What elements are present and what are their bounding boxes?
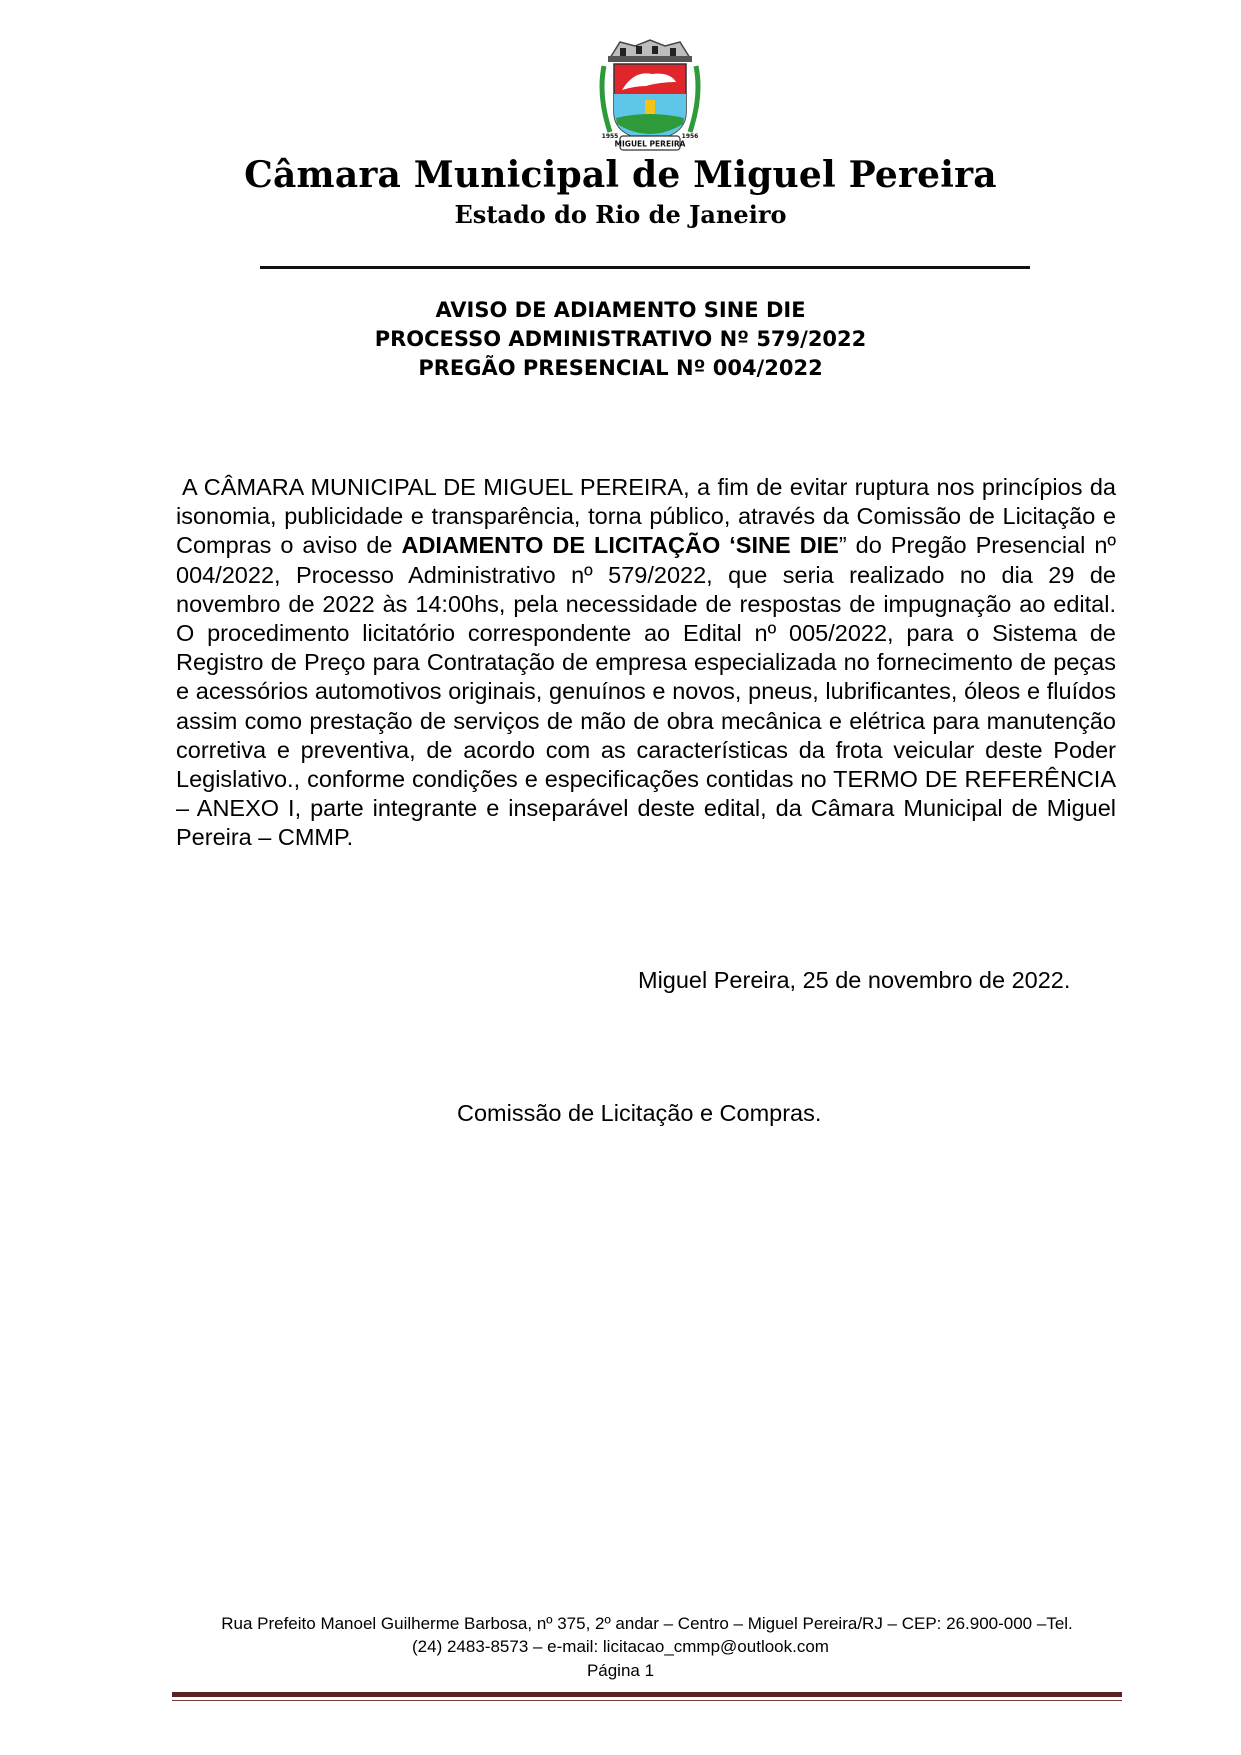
notice-heading [0,296,1241,383]
crest-label: MIGUEL PEREIRA [614,139,686,149]
page-number: Página 1 [586,1661,655,1680]
signature: Comissão de Licitação e Compras. [457,1100,822,1126]
notice-heading-line: PREGÃO PRESENCIAL Nº 004/2022 [418,356,823,380]
coat-of-arms-icon [590,36,710,154]
footer-contact: (24) 2483-8573 – e-mail: licitacao_cmmp@outlook.com [412,1637,829,1656]
crest-year-left: 1955 [601,133,619,140]
notice-heading-line: AVISO DE ADIAMENTO SINE DIE [435,298,806,322]
footer-divider [172,1692,1122,1697]
crest-year-right: 1956 [681,133,699,140]
notice-body [176,473,1116,853]
institution-subtitle: Estado do Rio de Janeiro [454,200,787,229]
institution-title: Câmara Municipal de Miguel Pereira [244,154,997,196]
footer-address: Rua Prefeito Manoel Guilherme Barbosa, nº 375, 2º andar – Centro – Miguel Pereira/RJ – CEP: 26.900-000 –Tel. [221,1614,1073,1633]
header-divider [260,266,1030,269]
notice-heading-line: PROCESSO ADMINISTRATIVO Nº 579/2022 [374,327,867,351]
notice-body-text: A CÂMARA MUNICIPAL DE MIGUEL PEREIRA, a fim de evitar ruptura nos princípios da isonomia, publicidade e transparência, torna público, através da Comissão de Licitação e Compras o aviso de [176,474,1116,559]
notice-body-text: ” do Pregão Presencial nº 004/2022, Processo Administrativo nº 579/2022, que seria realizado no dia 29 de novembro de 2022 às 14:00hs, pela necessidade de respostas de impugnação ao edital. O procedimento licitatório correspondente ao Edital nº 005/2022, para o Sistema de Registro de Preço para Contratação de empresa especializada no fornecimento de peças e acessórios automotivos originais, genuínos e novos, pneus, lubrificantes, óleos e fluídos assim como prestação de serviços de mão de obra mecânica e elétrica para manutenção corretiva e preventiva, de acordo com as características da frota veicular deste Poder Legislativo., conforme condições e especificações contidas no TERMO DE REFERÊNCIA – ANEXO I, parte integrante e inseparável deste edital, da Câmara Municipal de Miguel Pereira – CMMP. [176,532,1116,851]
place-date: Miguel Pereira, 25 de novembro de 2022. [638,967,1071,993]
footer-divider-thin [172,1700,1122,1701]
notice-body-emphasis: ADIAMENTO DE LICITAÇÃO ‘SINE DIE [401,532,839,559]
